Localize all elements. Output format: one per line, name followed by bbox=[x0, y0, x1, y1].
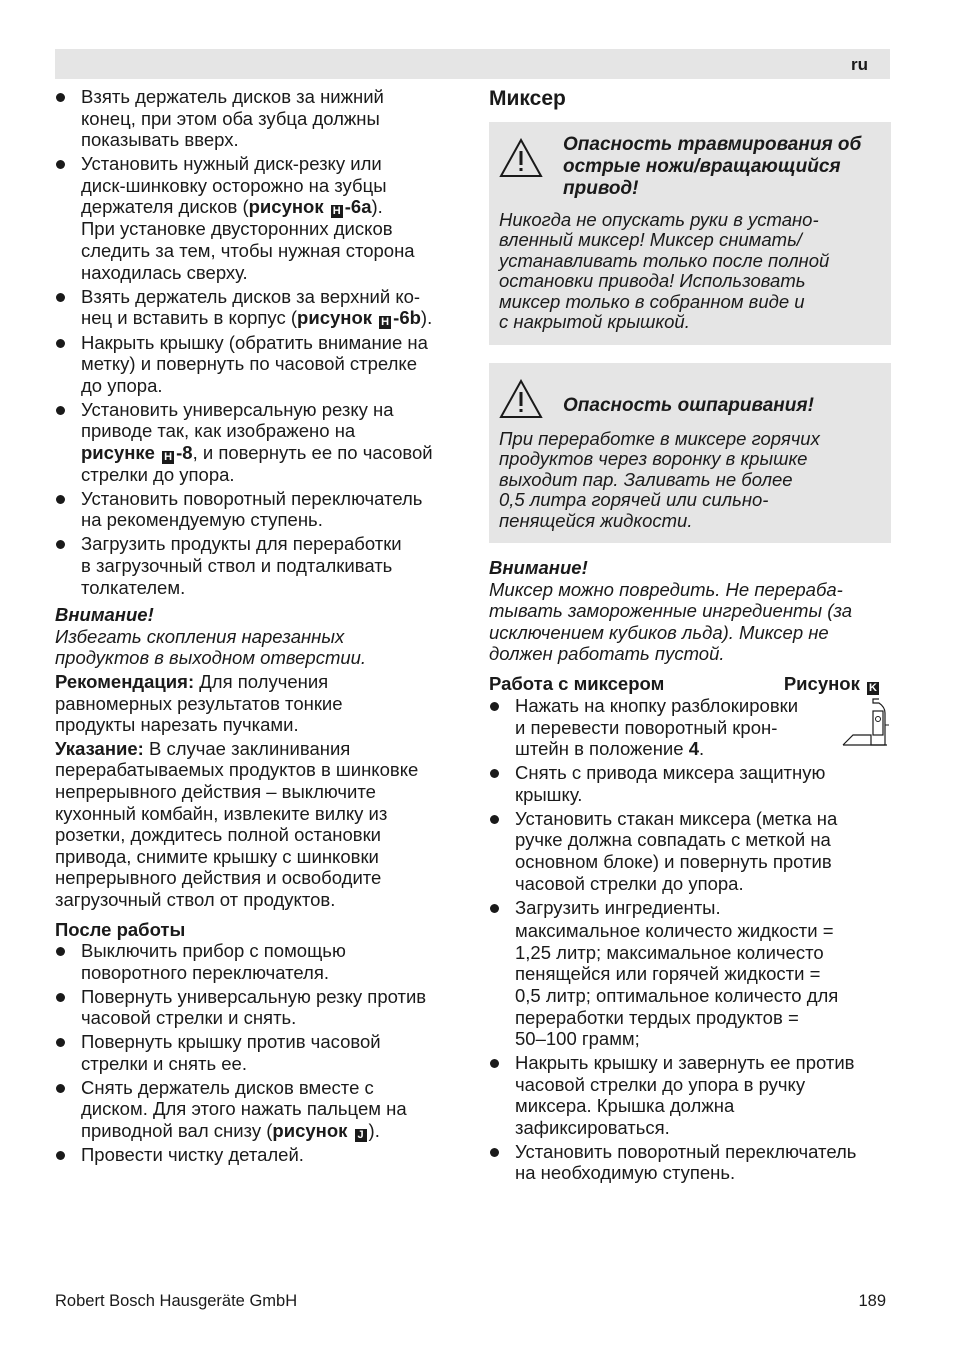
list-item: Установить поворотный переключатель на необходимую ступень. bbox=[489, 1141, 891, 1184]
right-column bbox=[489, 86, 891, 1186]
recommendation: Рекомендация: Для получения равномерных результатов тонкие продукты нарезать пучками. bbox=[55, 671, 343, 736]
list-item: Установить стакан миксера (метка на ручке должна совпадать с меткой на основном блоке) и повернуть против часовой стрелки до упора. bbox=[489, 808, 891, 894]
jam-note: Указание: В случае заклинивания перерабатываемых продуктов в шинковке непрерывного действия – выключите кухонный комбайн, извлеките вилку из розетки, дождитесь полной остановки привода, снимите крышку с шинковки непрерывного действия и освободите загрузочный ствол от продуктов. bbox=[55, 737, 419, 910]
after-work-heading: После работы bbox=[55, 918, 186, 940]
list-item: Взять держатель дисков за нижний конец, при этом оба зубца должны показывать вверх. bbox=[55, 86, 458, 151]
list-item: Взять держатель дисков за верхний ко- нец и вставить в корпус (рисунок H -6b). bbox=[55, 286, 458, 330]
setup-steps-list bbox=[55, 86, 458, 598]
warning-triangle-icon bbox=[499, 379, 543, 419]
warning-title: Опасность ошпаривания! bbox=[563, 394, 814, 416]
warning-triangle-icon bbox=[499, 138, 543, 178]
list-item: Накрыть крышку и завернуть ее против часовой стрелки до упора в ручку миксера. Крышка должна зафиксироваться. bbox=[489, 1052, 891, 1138]
warning-text: Никогда не опускать руки в устано- вленный миксер! Миксер снимать/ устанавливать только после полной остановки привода! Использовать миксер только в собранном виде и с накрытой крышкой. bbox=[499, 208, 830, 333]
footer-company: Robert Bosch Hausgeräte GmbH bbox=[55, 1292, 298, 1310]
warning-text: При переработке в миксере горячих продуктов через воронку в крышке выходит пар. Заливать не более 0,5 литра горячей или сильно- пенящейся жидкости. bbox=[499, 427, 820, 531]
warning-box-injury bbox=[489, 122, 891, 345]
attention-label: Внимание! bbox=[489, 557, 588, 579]
header-bar bbox=[55, 49, 890, 79]
list-item: Провести чистку деталей. bbox=[55, 1144, 458, 1166]
attention-text: Миксер можно повредить. Не перераба- тывать замороженные ингредиенты (за исключением кубиков льда). Миксер не должен работать пустой. bbox=[489, 578, 853, 665]
list-item: Выключить прибор с помощью поворотного переключателя. bbox=[55, 940, 458, 983]
list-item: Установить поворотный переключатель на рекомендуемую ступень. bbox=[55, 488, 458, 531]
language-code: ru bbox=[851, 55, 868, 74]
list-item: Снять держатель дисков вместе с диском. Для этого нажать пальцем на приводной вал снизу (рисунок J ). bbox=[55, 1077, 458, 1142]
list-item: Повернуть универсальную резку против часовой стрелки и снять. bbox=[55, 986, 458, 1029]
attention-label: Внимание! bbox=[55, 604, 154, 626]
mixer-arm-position-icon bbox=[841, 695, 891, 749]
figure-ref-icon: K bbox=[867, 682, 879, 695]
page-number: 189 bbox=[858, 1292, 886, 1310]
list-item: Загрузить продукты для переработки в загрузочный ствол и подталкивать толкателем. bbox=[55, 533, 458, 598]
mixer-steps-list bbox=[489, 695, 891, 1184]
list-item: Нажать на кнопку разблокировки и перевести поворотный крон- штейн в положение 4. bbox=[489, 695, 891, 760]
list-item: Снять с привода миксера защитную крышку. bbox=[489, 762, 891, 805]
figure-ref-icon: H bbox=[379, 316, 391, 329]
list-item: Установить универсальную резку на приводе так, как изображено на рисунке H -8, и повернуть ее по часовой стрелки до упора. bbox=[55, 399, 458, 486]
mixer-operation-heading: Работа с миксером Рисунок K bbox=[489, 673, 891, 695]
warning-title: Опасность травмирования об острые ножи/вращающийся привод! bbox=[563, 133, 862, 199]
list-item: Накрыть крышку (обратить внимание на метку) и повернуть по часовой стрелке до упора. bbox=[55, 332, 458, 397]
section-title: Миксер bbox=[489, 87, 566, 110]
list-item: Загрузить ингредиенты. максимальное количесто жидкости = 1,25 литр; максимальное количесто пенящейся или горячей жидкости = 0,5 литр; оптимальное количесто для переработки тердых продуктов = 50–100 грамм; bbox=[489, 897, 891, 1050]
left-column bbox=[55, 86, 458, 1168]
figure-ref-icon: J bbox=[355, 1129, 367, 1142]
attention-text: Избегать скопления нарезанных продуктов в выходном отверстии. bbox=[55, 625, 367, 669]
figure-ref-icon: H bbox=[162, 451, 174, 464]
after-work-list bbox=[55, 940, 458, 1166]
warning-box-scald bbox=[489, 363, 891, 544]
list-item: Повернуть крышку против часовой стрелки и снять ее. bbox=[55, 1031, 458, 1074]
list-item: Установить нужный диск-резку или диск-шинковку осторожно на зубцы держателя дисков (рисунок H -6a). При установке двусторонних дисков следить за тем, чтобы нужная сторона находилась сверху. bbox=[55, 153, 458, 283]
figure-ref-icon: H bbox=[331, 205, 343, 218]
